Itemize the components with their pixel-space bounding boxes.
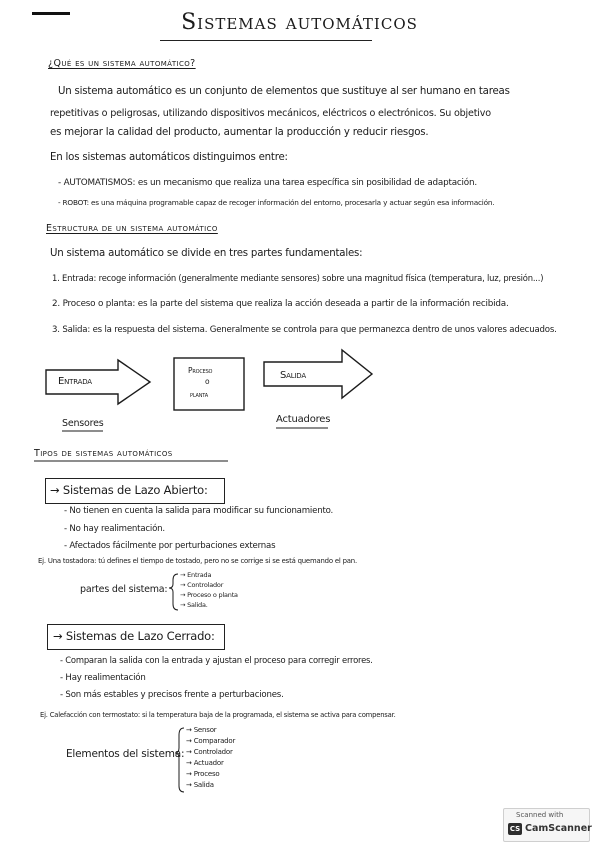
diagram-proceso-label-1: Proceso	[188, 366, 213, 375]
lazo-cerrado-item-3: - Son más estables y precisos frente a perturbaciones.	[60, 690, 284, 700]
lazo-abierto-item-2: - No hay realimentación.	[64, 524, 165, 534]
part-proceso: 2. Proceso o planta: es la parte del sistema que realiza la acción deseada a partir de la información recibida.	[52, 299, 509, 309]
partes-brace	[169, 574, 178, 610]
elemento-sensor: → Sensor	[186, 726, 217, 734]
camscanner-name: CamScanner	[525, 823, 592, 834]
definition-line-2: repetitivas o peligrosas, utilizando dispositivos mecánicos, eléctricos o electrónicos. Su objetivo	[50, 108, 491, 119]
parte-entrada: → Entrada	[180, 571, 212, 579]
elemento-controlador: → Controlador	[186, 748, 233, 756]
elemento-comparador: → Comparador	[186, 737, 236, 745]
camscanner-logo-icon: CS	[509, 825, 521, 833]
elemento-actuador: → Actuador	[186, 759, 224, 767]
camscanner-watermark	[503, 808, 590, 842]
elementos-label: Elementos del sistema:	[66, 748, 185, 760]
lazo-abierto-item-3: - Afectados fácilmente por perturbaciones externas	[64, 541, 276, 551]
diagram-proceso-label-2: o	[205, 377, 210, 386]
robot-definition: - ROBOT: es una máquina programable capaz de recoger información del entorno, procesarla y actuar según esa información.	[58, 198, 495, 207]
parte-salida: → Salida.	[180, 601, 208, 609]
parte-controlador: → Controlador	[180, 581, 224, 589]
parts-intro: Un sistema automático se divide en tres partes fundamentales:	[50, 248, 363, 259]
diagram-sensores-label: Sensores	[62, 418, 104, 429]
part-salida: 3. Salida: es la respuesta del sistema. Generalmente se controla para que permanezca dentro de unos valores adecuados.	[52, 325, 557, 335]
lazo-cerrado-example: Ej. Calefacción con termostato: si la temperatura baja de la programada, el sistema se activa para compensar.	[40, 711, 396, 719]
estructura-heading: Estructura de un sistema automático	[46, 223, 218, 234]
elemento-proceso: → Proceso	[186, 770, 220, 778]
scanned-with-text: Scanned with	[516, 811, 564, 819]
partes-label: partes del sistema:	[80, 584, 168, 595]
automatismos-definition: - AUTOMATISMOS: es un mecanismo que realiza una tarea específica sin posibilidad de adaptación.	[58, 178, 477, 188]
lazo-abierto-item-1: - No tienen en cuenta la salida para modificar su funcionamiento.	[64, 506, 334, 516]
tipos-heading: Tipos de sistemas automáticos	[34, 448, 173, 459]
lazo-abierto-example: Ej. Una tostadora: tú defines el tiempo de tostado, pero no se corrige si se está quemando el pan.	[38, 557, 357, 565]
question-heading: ¿Qué es un sistema automático?	[48, 58, 196, 69]
parte-proceso: → Proceso o planta	[180, 591, 238, 599]
part-entrada: 1. Entrada: recoge información (generalmente mediante sensores) sobre una magnitud física (temperatura, luz, presión...)	[52, 273, 544, 283]
lazo-abierto-title: → Sistemas de Lazo Abierto:	[50, 483, 208, 497]
diagram-actuadores-label: Actuadores	[276, 414, 331, 425]
definition-line-1: Un sistema automático es un conjunto de elementos que sustituye al ser humano en tareas	[58, 86, 510, 97]
definition-line-3: es mejorar la calidad del producto, aumentar la producción y reducir riesgos.	[50, 127, 429, 138]
lazo-cerrado-item-1: - Comparan la salida con la entrada y ajustan el proceso para corregir errores.	[60, 655, 373, 665]
diagram-proceso-label-3: planta	[190, 390, 208, 399]
lazo-cerrado-title: → Sistemas de Lazo Cerrado:	[53, 629, 215, 643]
lazo-cerrado-item-2: - Hay realimentación	[60, 673, 146, 683]
elementos-brace	[175, 728, 184, 792]
title-underline	[160, 40, 372, 41]
page-title: Sistemas automáticos	[181, 10, 418, 35]
diagram-salida-label: Salida	[280, 370, 306, 381]
diagram-entrada-label: Entrada	[58, 376, 92, 387]
distinguish-text: En los sistemas automáticos distinguimos entre:	[50, 152, 288, 163]
elemento-salida: → Salida	[186, 781, 214, 789]
